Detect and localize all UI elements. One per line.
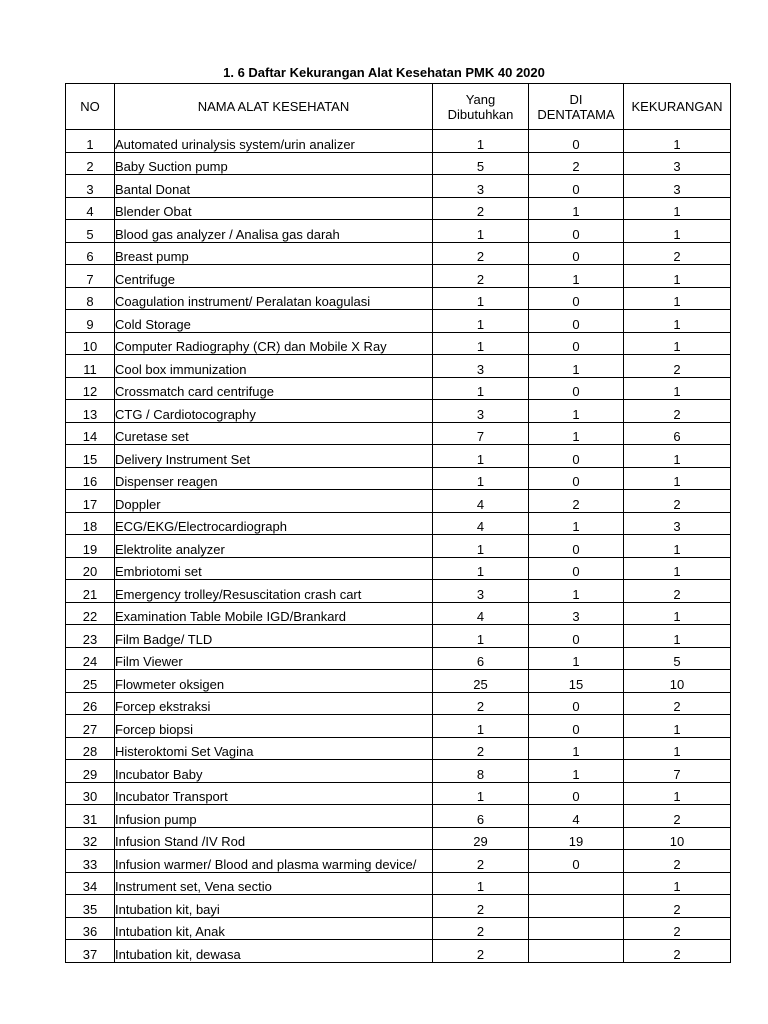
needed-count-cell: 2 [433,850,529,873]
needed-count-cell: 25 [433,670,529,693]
available-count-cell: 19 [529,827,624,850]
shortage-count-cell: 1 [624,130,731,153]
header-available-line1: DI [569,91,583,107]
table-row [66,355,731,378]
row-number-cell: 31 [66,805,115,828]
table-row [66,602,731,625]
shortage-count-cell: 2 [624,490,731,513]
row-number-cell: 3 [66,175,115,198]
shortage-count-cell: 1 [624,715,731,738]
needed-count-cell: 8 [433,760,529,783]
available-count-cell: 1 [529,422,624,445]
shortage-count-cell: 1 [624,625,731,648]
shortage-count-cell: 2 [624,692,731,715]
equipment-name-cell: Coagulation instrument/ Peralatan koagulasi [115,287,433,310]
header-available-line2: DENTATAMA [537,106,615,122]
row-number-cell: 5 [66,220,115,243]
shortage-count-cell: 1 [624,782,731,805]
shortage-count-cell: 1 [624,332,731,355]
shortage-count-cell: 3 [624,512,731,535]
available-count-cell: 0 [529,287,624,310]
table-row [66,490,731,513]
shortage-count-cell: 7 [624,760,731,783]
needed-count-cell: 1 [433,557,529,580]
row-number-cell: 4 [66,197,115,220]
equipment-name-cell: Incubator Transport [115,782,433,805]
equipment-name-cell: Instrument set, Vena sectio [115,872,433,895]
equipment-name-cell: Crossmatch card centrifuge [115,377,433,400]
needed-count-cell: 1 [433,625,529,648]
row-number-cell: 26 [66,692,115,715]
equipment-name-cell: Bantal Donat [115,175,433,198]
needed-count-cell: 3 [433,355,529,378]
table-row [66,377,731,400]
row-number-cell: 6 [66,242,115,265]
shortage-count-cell: 1 [624,310,731,333]
equipment-name-cell: Incubator Baby [115,760,433,783]
equipment-name-cell: Film Badge/ TLD [115,625,433,648]
equipment-name-cell: Intubation kit, Anak [115,917,433,940]
shortage-count-cell: 1 [624,445,731,468]
available-count-cell: 0 [529,445,624,468]
needed-count-cell: 2 [433,265,529,288]
row-number-cell: 13 [66,400,115,423]
table-row [66,715,731,738]
row-number-cell: 12 [66,377,115,400]
needed-count-cell: 1 [433,467,529,490]
needed-count-cell: 1 [433,310,529,333]
available-count-cell: 1 [529,647,624,670]
table-row [66,760,731,783]
row-number-cell: 24 [66,647,115,670]
document-title: 1. 6 Daftar Kekurangan Alat Kesehatan PMK 40 2020 [223,65,545,80]
table-row [66,512,731,535]
table-row [66,220,731,243]
header-needed-line1: Yang [465,91,496,107]
row-number-cell: 22 [66,602,115,625]
shortage-count-cell: 1 [624,467,731,490]
row-number-cell: 30 [66,782,115,805]
available-count-cell [529,917,624,940]
equipment-name-cell: Elektrolite analyzer [115,535,433,558]
available-count-cell: 0 [529,535,624,558]
shortage-count-cell: 1 [624,872,731,895]
row-number-cell: 20 [66,557,115,580]
table-row [66,872,731,895]
row-number-cell: 37 [66,940,115,963]
needed-count-cell: 6 [433,647,529,670]
shortage-count-cell: 3 [624,175,731,198]
available-count-cell: 3 [529,602,624,625]
available-count-cell: 0 [529,782,624,805]
available-count-cell: 0 [529,692,624,715]
needed-count-cell: 6 [433,805,529,828]
table-row [66,332,731,355]
shortage-count-cell: 2 [624,805,731,828]
needed-count-cell: 7 [433,422,529,445]
available-count-cell: 2 [529,152,624,175]
needed-count-cell: 2 [433,940,529,963]
shortage-count-cell: 1 [624,602,731,625]
table-row [66,647,731,670]
equipment-name-cell: Intubation kit, dewasa [115,940,433,963]
shortage-count-cell: 1 [624,197,731,220]
row-number-cell: 23 [66,625,115,648]
equipment-name-cell: Baby Suction pump [115,152,433,175]
row-number-cell: 27 [66,715,115,738]
row-number-cell: 14 [66,422,115,445]
available-count-cell: 1 [529,400,624,423]
available-count-cell: 1 [529,355,624,378]
table-row [66,242,731,265]
needed-count-cell: 1 [433,220,529,243]
needed-count-cell: 1 [433,445,529,468]
shortage-count-cell: 3 [624,152,731,175]
row-number-cell: 9 [66,310,115,333]
table-row [66,625,731,648]
shortage-count-cell: 1 [624,377,731,400]
needed-count-cell: 1 [433,287,529,310]
available-count-cell: 2 [529,490,624,513]
table-row [66,557,731,580]
needed-count-cell: 5 [433,152,529,175]
equipment-name-cell: Delivery Instrument Set [115,445,433,468]
table-row [66,737,731,760]
shortage-count-cell: 1 [624,220,731,243]
header-equipment-name: NAMA ALAT KESEHATAN [115,84,433,130]
shortage-count-cell: 1 [624,737,731,760]
table-row [66,197,731,220]
table-row [66,805,731,828]
equipment-name-cell: Centrifuge [115,265,433,288]
table-row [66,850,731,873]
shortage-count-cell: 2 [624,940,731,963]
row-number-cell: 15 [66,445,115,468]
table-row [66,175,731,198]
needed-count-cell: 1 [433,535,529,558]
needed-count-cell: 1 [433,715,529,738]
header-needed [433,84,529,130]
row-number-cell: 1 [66,130,115,153]
shortage-count-cell: 1 [624,557,731,580]
table-row [66,445,731,468]
row-number-cell: 21 [66,580,115,603]
table-row [66,400,731,423]
available-count-cell: 15 [529,670,624,693]
needed-count-cell: 1 [433,782,529,805]
shortage-count-cell: 2 [624,580,731,603]
available-count-cell: 0 [529,850,624,873]
equipment-name-cell: Forcep ekstraksi [115,692,433,715]
header-no: NO [66,84,115,130]
available-count-cell: 0 [529,467,624,490]
table-row [66,467,731,490]
available-count-cell: 1 [529,737,624,760]
table-row [66,580,731,603]
table-row [66,422,731,445]
available-count-cell: 0 [529,310,624,333]
needed-count-cell: 1 [433,377,529,400]
shortage-count-cell: 2 [624,850,731,873]
header-shortage: KEKURANGAN [624,84,731,130]
equipment-name-cell: Histeroktomi Set Vagina [115,737,433,760]
needed-count-cell: 2 [433,197,529,220]
equipment-name-cell: Breast pump [115,242,433,265]
shortage-count-cell: 10 [624,670,731,693]
needed-count-cell: 2 [433,242,529,265]
row-number-cell: 2 [66,152,115,175]
available-count-cell: 0 [529,332,624,355]
shortage-count-cell: 2 [624,355,731,378]
equipment-name-cell: Film Viewer [115,647,433,670]
available-count-cell: 0 [529,175,624,198]
table-row [66,670,731,693]
equipment-name-cell: ECG/EKG/Electrocardiograph [115,512,433,535]
row-number-cell: 32 [66,827,115,850]
available-count-cell [529,872,624,895]
equipment-name-cell: Dispenser reagen [115,467,433,490]
available-count-cell: 4 [529,805,624,828]
needed-count-cell: 1 [433,130,529,153]
row-number-cell: 29 [66,760,115,783]
available-count-cell: 0 [529,625,624,648]
equipment-name-cell: Flowmeter oksigen [115,670,433,693]
needed-count-cell: 3 [433,400,529,423]
row-number-cell: 7 [66,265,115,288]
needed-count-cell: 2 [433,692,529,715]
needed-count-cell: 3 [433,580,529,603]
available-count-cell: 0 [529,715,624,738]
equipment-name-cell: CTG / Cardiotocography [115,400,433,423]
table-row [66,310,731,333]
available-count-cell: 0 [529,220,624,243]
row-number-cell: 17 [66,490,115,513]
table-row [66,130,731,153]
available-count-cell [529,940,624,963]
shortage-count-cell: 2 [624,917,731,940]
available-count-cell: 1 [529,580,624,603]
shortage-count-cell: 6 [624,422,731,445]
row-number-cell: 11 [66,355,115,378]
row-number-cell: 18 [66,512,115,535]
available-count-cell: 1 [529,197,624,220]
equipment-name-cell: Computer Radiography (CR) dan Mobile X Ray [115,332,433,355]
table-row [66,265,731,288]
needed-count-cell: 4 [433,602,529,625]
available-count-cell: 0 [529,242,624,265]
table-row [66,287,731,310]
shortage-count-cell: 1 [624,265,731,288]
equipment-name-cell: Blood gas analyzer / Analisa gas darah [115,220,433,243]
equipment-name-cell: Embriotomi set [115,557,433,580]
table-row [66,692,731,715]
available-count-cell: 0 [529,377,624,400]
table-row [66,827,731,850]
table-row [66,940,731,963]
available-count-cell: 1 [529,760,624,783]
table-row [66,782,731,805]
row-number-cell: 19 [66,535,115,558]
shortage-count-cell: 1 [624,535,731,558]
table-body [66,130,731,963]
equipment-name-cell: Blender Obat [115,197,433,220]
equipment-name-cell: Curetase set [115,422,433,445]
row-number-cell: 8 [66,287,115,310]
table-row [66,917,731,940]
needed-count-cell: 2 [433,895,529,918]
shortage-count-cell: 5 [624,647,731,670]
needed-count-cell: 2 [433,737,529,760]
equipment-name-cell: Emergency trolley/Resuscitation crash cart [115,580,433,603]
equipment-shortage-table [65,83,731,963]
equipment-name-cell: Forcep biopsi [115,715,433,738]
equipment-name-cell: Automated urinalysis system/urin analizer [115,130,433,153]
row-number-cell: 25 [66,670,115,693]
equipment-name-cell: Cool box immunization [115,355,433,378]
available-count-cell: 1 [529,512,624,535]
needed-count-cell: 1 [433,332,529,355]
equipment-name-cell: Infusion warmer/ Blood and plasma warming device/ [115,850,433,873]
row-number-cell: 28 [66,737,115,760]
row-number-cell: 16 [66,467,115,490]
shortage-count-cell: 1 [624,287,731,310]
equipment-name-cell: Examination Table Mobile IGD/Brankard [115,602,433,625]
equipment-name-cell: Doppler [115,490,433,513]
shortage-count-cell: 10 [624,827,731,850]
shortage-count-cell: 2 [624,242,731,265]
available-count-cell: 1 [529,265,624,288]
needed-count-cell: 4 [433,490,529,513]
equipment-name-cell: Intubation kit, bayi [115,895,433,918]
row-number-cell: 34 [66,872,115,895]
available-count-cell: 0 [529,557,624,580]
shortage-count-cell: 2 [624,895,731,918]
header-available [529,84,624,130]
equipment-name-cell: Infusion Stand /IV Rod [115,827,433,850]
row-number-cell: 33 [66,850,115,873]
needed-count-cell: 2 [433,917,529,940]
available-count-cell: 0 [529,130,624,153]
needed-count-cell: 3 [433,175,529,198]
table-row [66,895,731,918]
needed-count-cell: 1 [433,872,529,895]
header-needed-line2: Dibutuhkan [447,106,514,122]
available-count-cell [529,895,624,918]
table-row [66,152,731,175]
needed-count-cell: 4 [433,512,529,535]
equipment-name-cell: Infusion pump [115,805,433,828]
row-number-cell: 36 [66,917,115,940]
equipment-name-cell: Cold Storage [115,310,433,333]
row-number-cell: 35 [66,895,115,918]
row-number-cell: 10 [66,332,115,355]
shortage-count-cell: 2 [624,400,731,423]
table-row [66,535,731,558]
table-header-row [66,84,731,130]
needed-count-cell: 29 [433,827,529,850]
